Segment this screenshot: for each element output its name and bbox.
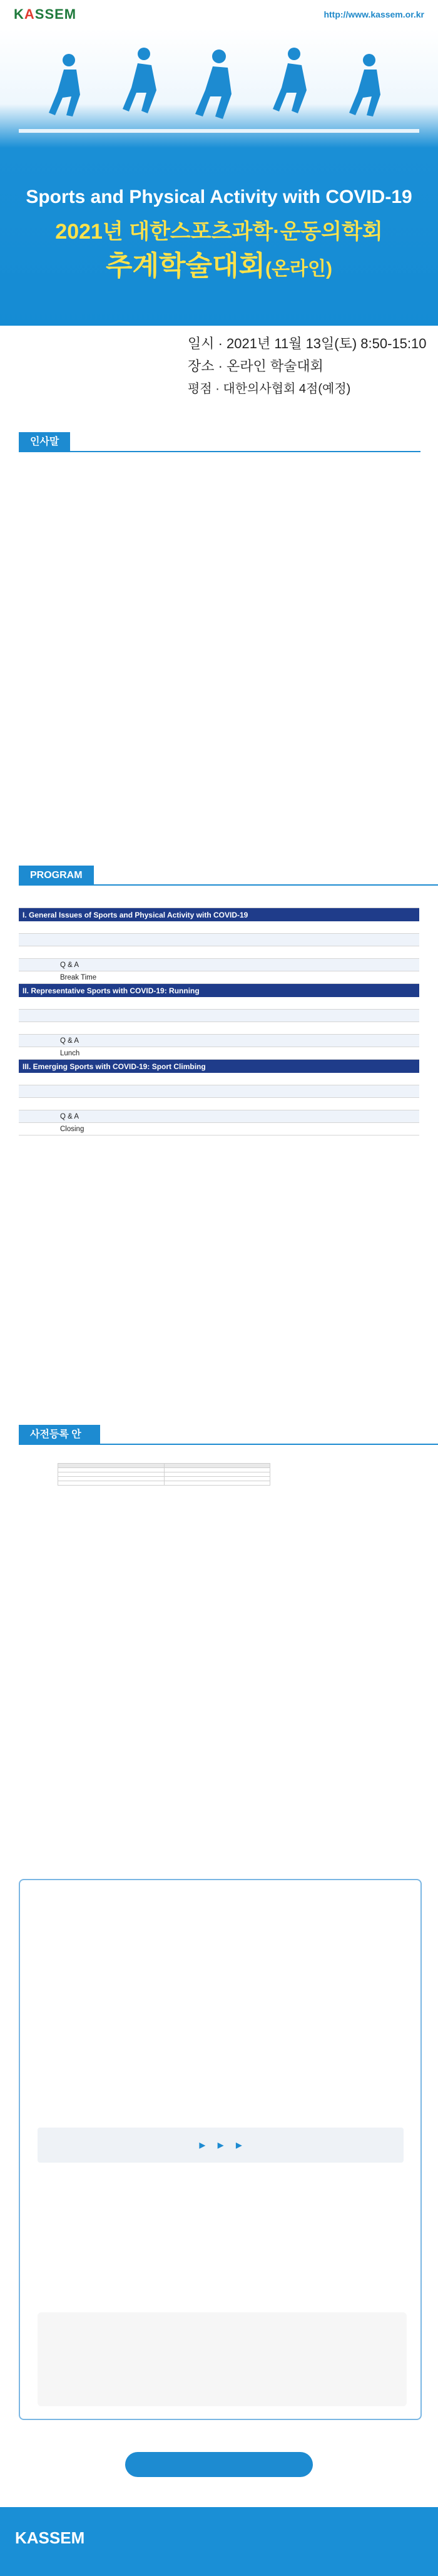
program-speaker-cell [313, 1088, 419, 1095]
hero-title-korean-1: 2021년 대한스포츠과학·운동의학회 [55, 220, 383, 244]
program-row [19, 997, 419, 1010]
program-speaker-cell [313, 1100, 419, 1108]
program-topic: Closing [60, 1125, 84, 1133]
program-table [19, 896, 419, 1135]
program-speaker-cell [313, 898, 419, 906]
fee-header [58, 1464, 165, 1468]
program-topic [60, 939, 313, 941]
section-rule [94, 884, 438, 886]
session-title: I. General Issues of Sports and Physical Activity with COVID-19 [23, 911, 248, 919]
program-session-header [19, 1060, 419, 1073]
fee-header [164, 1464, 270, 1468]
program-speaker-cell [313, 1012, 419, 1020]
event-info-box [0, 326, 438, 413]
cautions-panel [38, 2312, 407, 2406]
arrow-right-icon: ▶ [217, 2141, 224, 2149]
program-row [19, 971, 419, 984]
program-row [19, 1022, 419, 1035]
footer [0, 2507, 438, 2576]
hero-title-english: Sports and Physical Activity with COVID-19 [26, 187, 412, 207]
program-topic [60, 1078, 313, 1080]
registration-title: 사전등록 안내 [19, 1425, 100, 1445]
program-session-header [19, 908, 419, 921]
hero-title-main: 추계학술대회 [106, 251, 266, 281]
session-title: III. Emerging Sports with COVID-19: Sport Climbing [23, 1062, 206, 1071]
registration-info [29, 1459, 410, 1491]
program-speaker-cell [313, 1000, 419, 1007]
program-row [19, 1110, 419, 1123]
event-score: 평점 · 대한의사협회 4점(예정) [188, 382, 351, 396]
program-row [19, 1123, 419, 1135]
program-speaker-cell [313, 1075, 419, 1083]
program-row [19, 1098, 419, 1110]
program-row [19, 921, 419, 934]
program-topic [60, 926, 313, 929]
registration-section-header [19, 1425, 438, 1460]
footer-logo: KASSEM [15, 2528, 85, 2547]
program-session-header [19, 984, 419, 997]
hero-title-suffix: (온라인) [265, 259, 332, 279]
runners-illustration [19, 35, 419, 142]
program-speaker-cell [313, 1037, 419, 1045]
program-speaker-cell [313, 961, 419, 969]
program-topic [60, 901, 313, 903]
program-speaker-cell [313, 936, 419, 944]
arrow-right-icon: ▶ [199, 2141, 205, 2149]
fee-cell [164, 1472, 270, 1477]
program-title: PROGRAM [19, 866, 94, 886]
program-speaker-cell [313, 1050, 419, 1057]
program-topic: Q & A [60, 1037, 79, 1045]
top-bar [0, 0, 438, 29]
fee-cell [58, 1481, 165, 1486]
program-row [19, 1085, 419, 1098]
greeting-text [23, 463, 415, 472]
program-row [19, 946, 419, 959]
fee-cell [58, 1472, 165, 1477]
greeting-title: 인사말 [19, 432, 70, 452]
program-speaker-cell [313, 949, 419, 956]
program-topic: Q & A [60, 961, 79, 969]
event-date: 일시 · 2021년 11월 13일(토) 8:50-15:10 [188, 336, 427, 351]
program-topic [60, 1103, 313, 1105]
participation-steps [38, 2128, 404, 2163]
greeting-section-header [19, 432, 420, 452]
section-rule [100, 1444, 438, 1445]
program-row [19, 934, 419, 946]
hero-title-korean-2 [0, 243, 438, 283]
program-speaker-cell [313, 1113, 419, 1120]
fee-cell [58, 1477, 165, 1481]
program-topic [60, 951, 313, 954]
webinar-guide-box [19, 1879, 422, 2420]
fee-cell [164, 1477, 270, 1481]
program-row [19, 896, 419, 908]
program-topic [60, 1090, 313, 1093]
runner-figures-icon [49, 48, 380, 119]
program-speaker-cell [313, 1125, 419, 1133]
program-topic: Q & A [60, 1112, 79, 1120]
section-rule [70, 451, 420, 452]
program-topic: Lunch [60, 1049, 80, 1057]
session-title: II. Representative Sports with COVID-19: Running [23, 986, 200, 995]
program-topic [60, 1002, 313, 1005]
fee-cell [164, 1468, 270, 1472]
program-row [19, 1047, 419, 1060]
fee-cell [164, 1481, 270, 1486]
program-speaker-cell [313, 1025, 419, 1032]
site-url-link[interactable]: http://www.kassem.or.kr [323, 9, 424, 19]
event-place: 장소 · 온라인 학술대회 [188, 358, 323, 374]
arrow-right-icon: ▶ [236, 2141, 242, 2149]
program-row [19, 1010, 419, 1022]
program-section-header [19, 866, 438, 886]
program-topic [60, 1015, 313, 1017]
pre-registration-button[interactable] [125, 2452, 313, 2477]
program-speaker-cell [313, 974, 419, 981]
program-row [19, 1073, 419, 1085]
program-topic: Break Time [60, 973, 97, 981]
logo[interactable] [14, 6, 81, 23]
fee-cell [58, 1468, 165, 1472]
program-row [19, 959, 419, 971]
fee-table [58, 1463, 270, 1486]
program-row [19, 1035, 419, 1047]
program-speaker-cell [313, 924, 419, 931]
program-topic [60, 1027, 313, 1030]
logo-mark: KASSEM [14, 6, 77, 22]
